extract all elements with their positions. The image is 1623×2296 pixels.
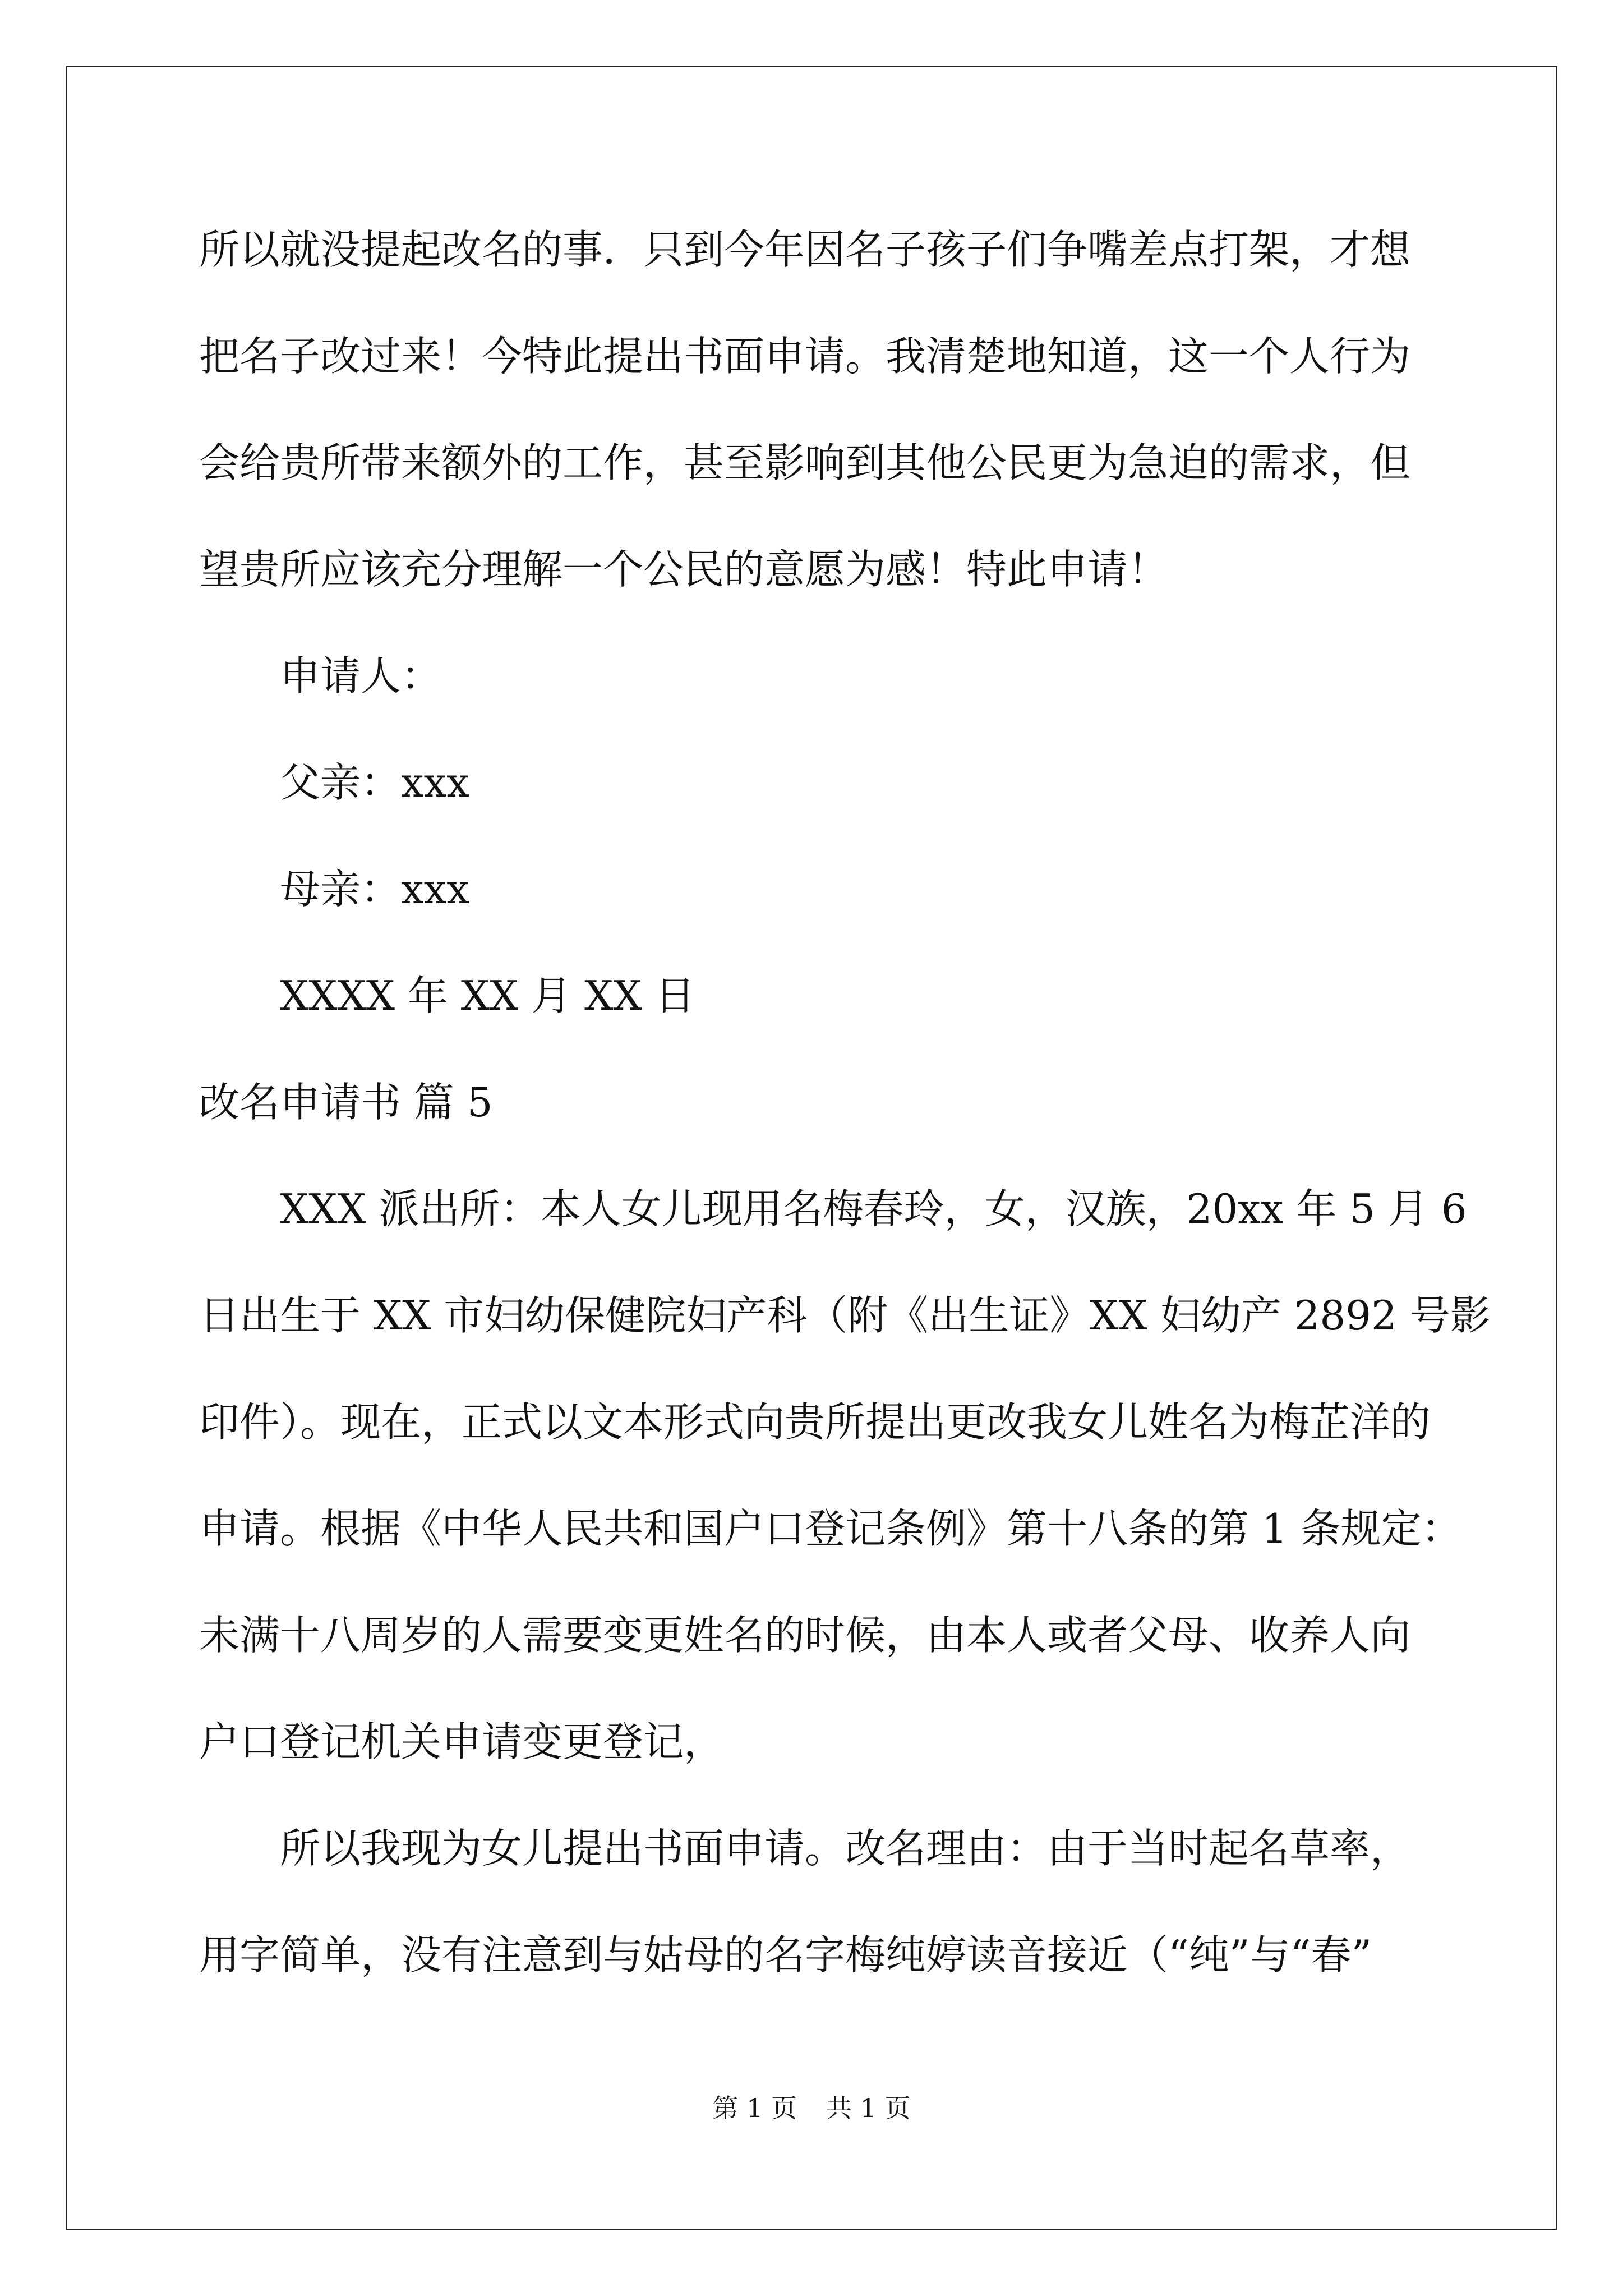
text-line: 把名子改过来！今特此提出书面申请。我清楚地知道，这一个人行为 [199, 333, 1411, 380]
text-line: 所以我现为女儿提出书面申请。改名理由：由于当时起名草率， [280, 1825, 1411, 1872]
text-line: 会给贵所带来额外的工作，甚至影响到其他公民更为急迫的需求，但 [199, 439, 1411, 486]
page-number-current: 第 1 页 [712, 2093, 797, 2123]
page-number-total: 共 1 页 [826, 2093, 911, 2123]
text-line: 户口登记机关申请变更登记， [199, 1718, 725, 1765]
text-line: 印件）。现在，正式以文本形式向贵所提出更改我女儿姓名为梅芷洋的 [199, 1398, 1431, 1446]
text-line: 申请。根据《中华人民共和国户口登记条例》第十八条的第 1 条规定： [199, 1505, 1462, 1552]
applicant-label: 申请人： [280, 652, 442, 700]
page-footer [0, 2091, 1623, 2125]
section-heading: 改名申请书 篇 5 [199, 1079, 493, 1126]
document-body [199, 196, 1491, 2008]
text-line: XXX 派出所：本人女儿现用名梅春玲，女，汉族，20xx 年 5 月 6 [280, 1185, 1467, 1232]
text-line: 日出生于 XX 市妇幼保健院妇产科（附《出生证》XX 妇幼产 2892 号影 [199, 1292, 1491, 1339]
text-line: 望贵所应该充分理解一个公民的意愿为感！特此申请！ [199, 546, 1169, 593]
text-line: 用字简单，没有注意到与姑母的名字梅纯婷读音接近（“纯”与“春” [199, 1931, 1372, 1978]
date-line: XXXX 年 XX 月 XX 日 [280, 972, 695, 1019]
father-line: 父亲：xxx [280, 759, 469, 806]
text-line: 未满十八周岁的人需要变更姓名的时候，由本人或者父母、收养人向 [199, 1612, 1411, 1659]
mother-line: 母亲：xxx [280, 866, 469, 913]
text-line: 所以就没提起改名的事．只到今年因名子孩子们争嘴差点打架，才想 [199, 226, 1411, 273]
